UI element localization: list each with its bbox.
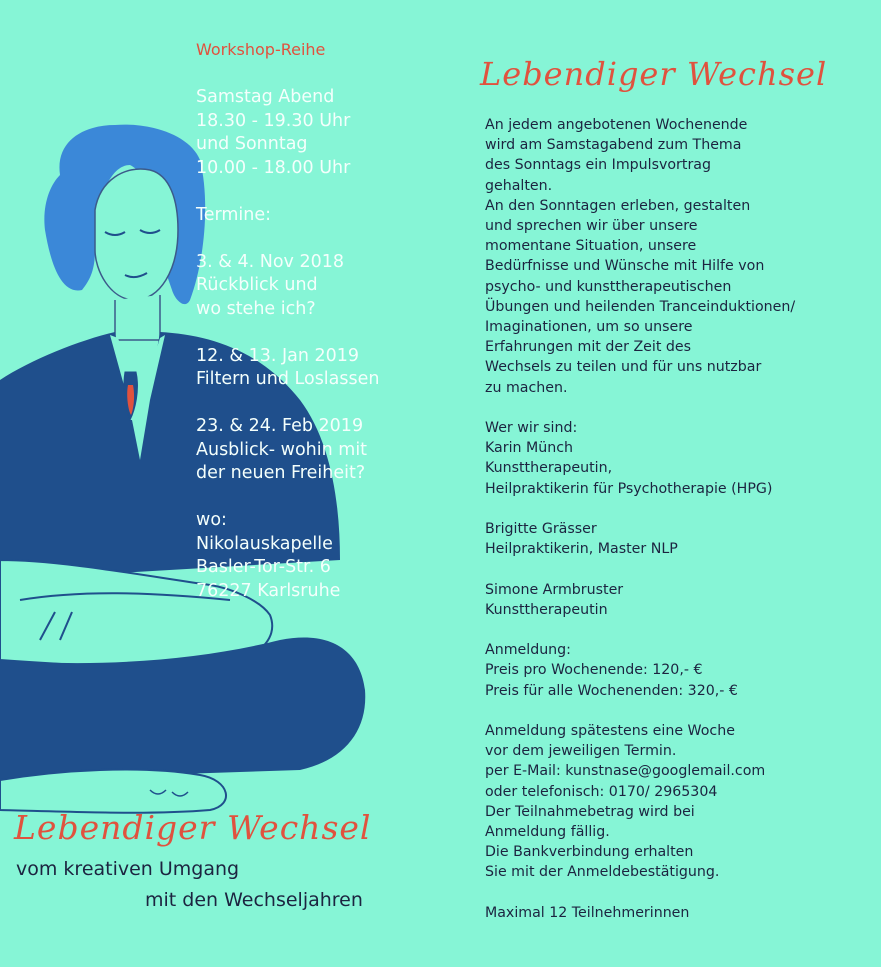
schedule-line: der neuen Freiheit? — [196, 463, 366, 483]
info-line: Heilpraktikerin, Master NLP — [485, 541, 678, 558]
right-panel — [440, 0, 881, 967]
schedule-line: 10.00 - 18.00 Uhr — [196, 157, 351, 178]
schedule-line: und Sonntag — [196, 134, 308, 154]
schedule-line: 23. & 24. Feb 2019 — [196, 416, 364, 436]
schedule-line: 12. & 13. Jan 2019 — [196, 345, 360, 366]
subtitle-line-2: mit den Wechseljahren — [145, 889, 363, 911]
info-line: Imaginationen, um so unsere — [485, 319, 693, 336]
info-line: Der Teilnahmebetrag wird bei — [485, 803, 695, 820]
info-line: Karin Münch — [485, 440, 574, 457]
face-shape — [95, 169, 178, 300]
info-text-block — [485, 115, 795, 923]
info-line: Brigitte Grässer — [485, 521, 597, 538]
info-line: Die Bankverbindung erhalten — [485, 844, 694, 861]
info-line: psycho- und kunsttherapeutischen — [485, 278, 732, 295]
series-label: Workshop-Reihe — [196, 40, 326, 59]
subtitle-line-1: vom kreativen Umgang — [16, 858, 240, 880]
schedule-block — [196, 86, 380, 603]
schedule-line: Filtern und Loslassen — [196, 369, 380, 389]
info-line: Heilpraktikerin für Psychotherapie (HPG) — [485, 480, 773, 497]
info-line: gehalten. — [485, 177, 553, 194]
info-line: Simone Armbruster — [485, 581, 624, 598]
info-line: Wechsels zu teilen und für uns nutzbar — [485, 359, 762, 376]
info-line: Preis für alle Wochenenden: 320,- € — [485, 682, 738, 699]
schedule-line: 18.30 - 19.30 Uhr — [196, 110, 351, 131]
info-line: Preis pro Wochenende: 120,- € — [485, 662, 703, 679]
info-line: vor dem jeweiligen Termin. — [485, 743, 677, 760]
schedule-line: Termine: — [196, 204, 272, 225]
schedule-line: Nikolauskapelle — [196, 533, 333, 554]
left-panel — [0, 0, 440, 967]
right-title: Lebendiger Wechsel — [480, 55, 828, 93]
info-line: wird am Samstagabend zum Thema — [485, 137, 742, 154]
info-line: Übungen und heilenden Tranceinduktionen/ — [485, 298, 796, 315]
info-line: Bedürfnisse und Wünsche mit Hilfe von — [485, 258, 765, 275]
info-line: Wer wir sind: — [485, 420, 578, 437]
schedule-line: Basler-Tor-Str. 6 — [196, 557, 331, 577]
schedule-line: wo: — [196, 510, 227, 530]
schedule-line: wo stehe ich? — [196, 298, 316, 319]
info-line: Erfahrungen mit der Zeit des — [485, 339, 692, 356]
info-line: Sie mit der Anmeldebestätigung. — [485, 864, 720, 881]
info-line: zu machen. — [485, 379, 568, 396]
info-line: Anmeldung: — [485, 642, 571, 659]
info-line: Anmeldung spätestens eine Woche — [485, 723, 735, 740]
info-line: und sprechen wir über unsere — [485, 218, 698, 235]
info-line: Kunsttherapeutin — [485, 601, 608, 618]
schedule-line: Rückblick und — [196, 275, 318, 295]
info-line: per E-Mail: kunstnase@googlemail.com — [485, 763, 766, 780]
info-line: Anmeldung fällig. — [485, 824, 610, 841]
info-line: oder telefonisch: 0170/ 2965304 — [485, 783, 718, 800]
info-line: des Sonntags ein Impulsvortrag — [485, 157, 711, 174]
info-line: Kunsttherapeutin, — [485, 460, 613, 477]
schedule-line: Samstag Abend — [196, 87, 335, 107]
schedule-line: Ausblick- wohin mit — [196, 439, 368, 460]
info-line: An jedem angebotenen Wochenende — [485, 117, 748, 133]
flyer-title: Lebendiger Wechsel — [14, 808, 372, 847]
info-line: Maximal 12 Teilnehmerinnen — [485, 904, 690, 921]
info-line: momentane Situation, unsere — [485, 238, 697, 255]
schedule-line: 76227 Karlsruhe — [196, 580, 341, 601]
schedule-line: 3. & 4. Nov 2018 — [196, 251, 344, 272]
info-line: An den Sonntagen erleben, gestalten — [485, 197, 751, 214]
